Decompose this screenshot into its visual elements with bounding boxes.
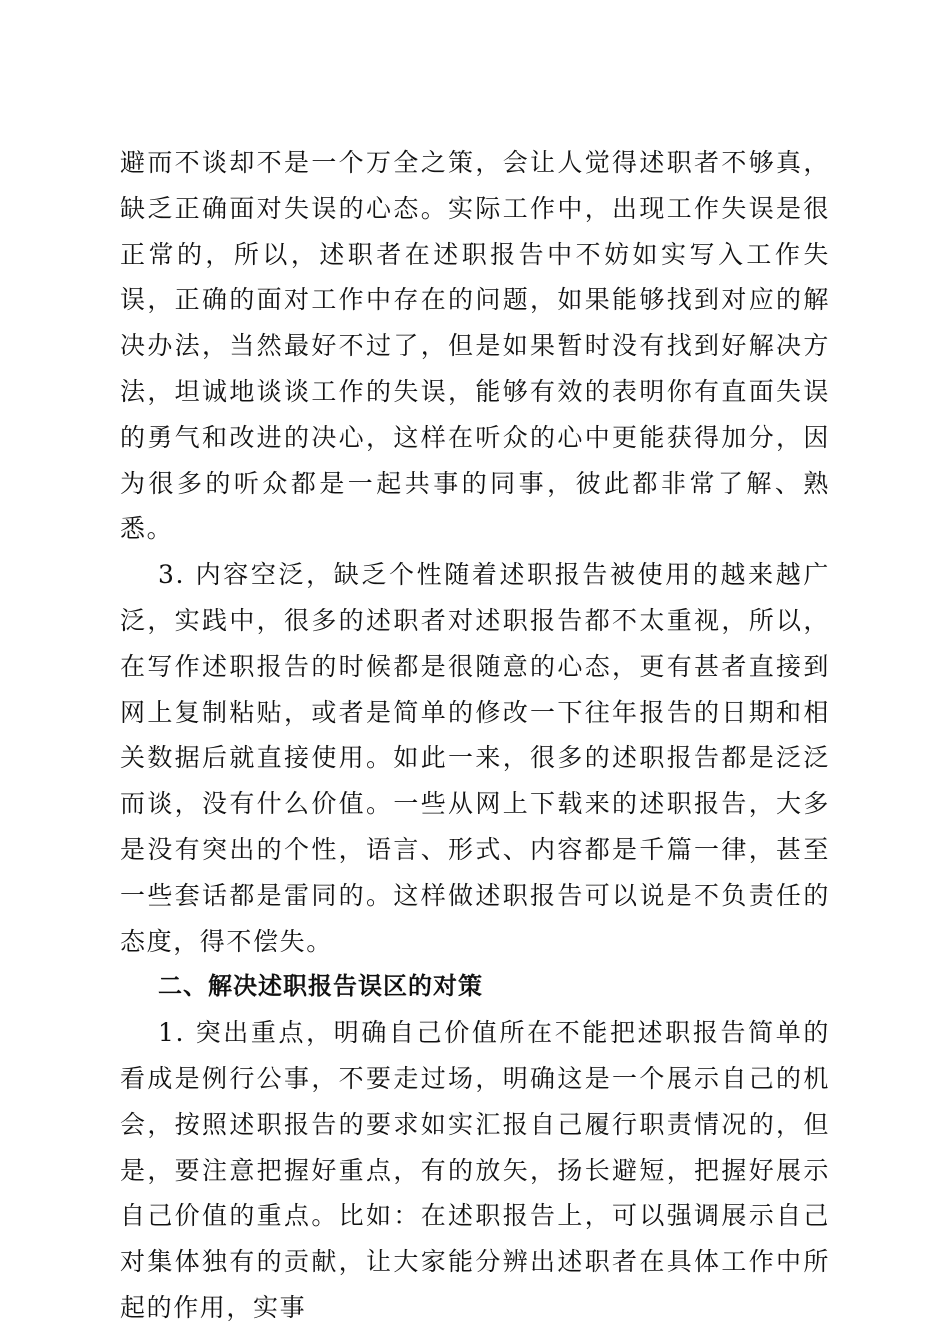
paragraph-mistakes-continued: 避而不谈却不是一个万全之策，会让人觉得述职者不够真，缺乏正确面对失误的心态。实际工作中，出现工作失误是很正常的，所以，述职者在述职报告中不妨如实写入工作失误，正确的面对工作中存在的问题，如果能够找到对应的解决办法，当然最好不过了，但是如果暂时没有找到好解决方法，坦诚地谈谈工作的失误，能够有效的表明你有直面失误的勇气和改进的决心，这样在听众的心中更能获得加分，因为很多的听众都是一起共事的同事，彼此都非常了解、熟悉。 xyxy=(120,148,830,544)
section-heading-solutions: 二、解决述职报告误区的对策 xyxy=(158,972,483,1001)
document-body xyxy=(120,140,830,1331)
paragraph-content-empty: 3. 内容空泛，缺乏个性随着述职报告被使用的越来越广泛，实践中，很多的述职者对述职报告都不太重视，所以，在写作述职报告的时候都是很随意的心态，更有甚者直接到网上复制粘贴，或者是简单的修改一下往年报告的日期和相关数据后就直接使用。如此一来，很多的述职报告都是泛泛而谈，没有什么价值。一些从网上下载来的述职报告，大多是没有突出的个性，语言、形式、内容都是千篇一律，甚至一些套话都是雷同的。这样做述职报告可以说是不负责任的态度，得不偿失。 xyxy=(120,560,830,956)
paragraph-highlight-focus: 1. 突出重点，明确自己价值所在不能把述职报告简单的看成是例行公事，不要走过场，明确这是一个展示自己的机会，按照述职报告的要求如实汇报自己履行职责情况的，但是，要注意把握好重点，有的放矢，扬长避短，把握好展示自己价值的重点。比如：在述职报告上，可以强调展示自己对集体独有的贡献，让大家能分辨出述职者在具体工作中所起的作用，实事 xyxy=(120,1018,830,1322)
